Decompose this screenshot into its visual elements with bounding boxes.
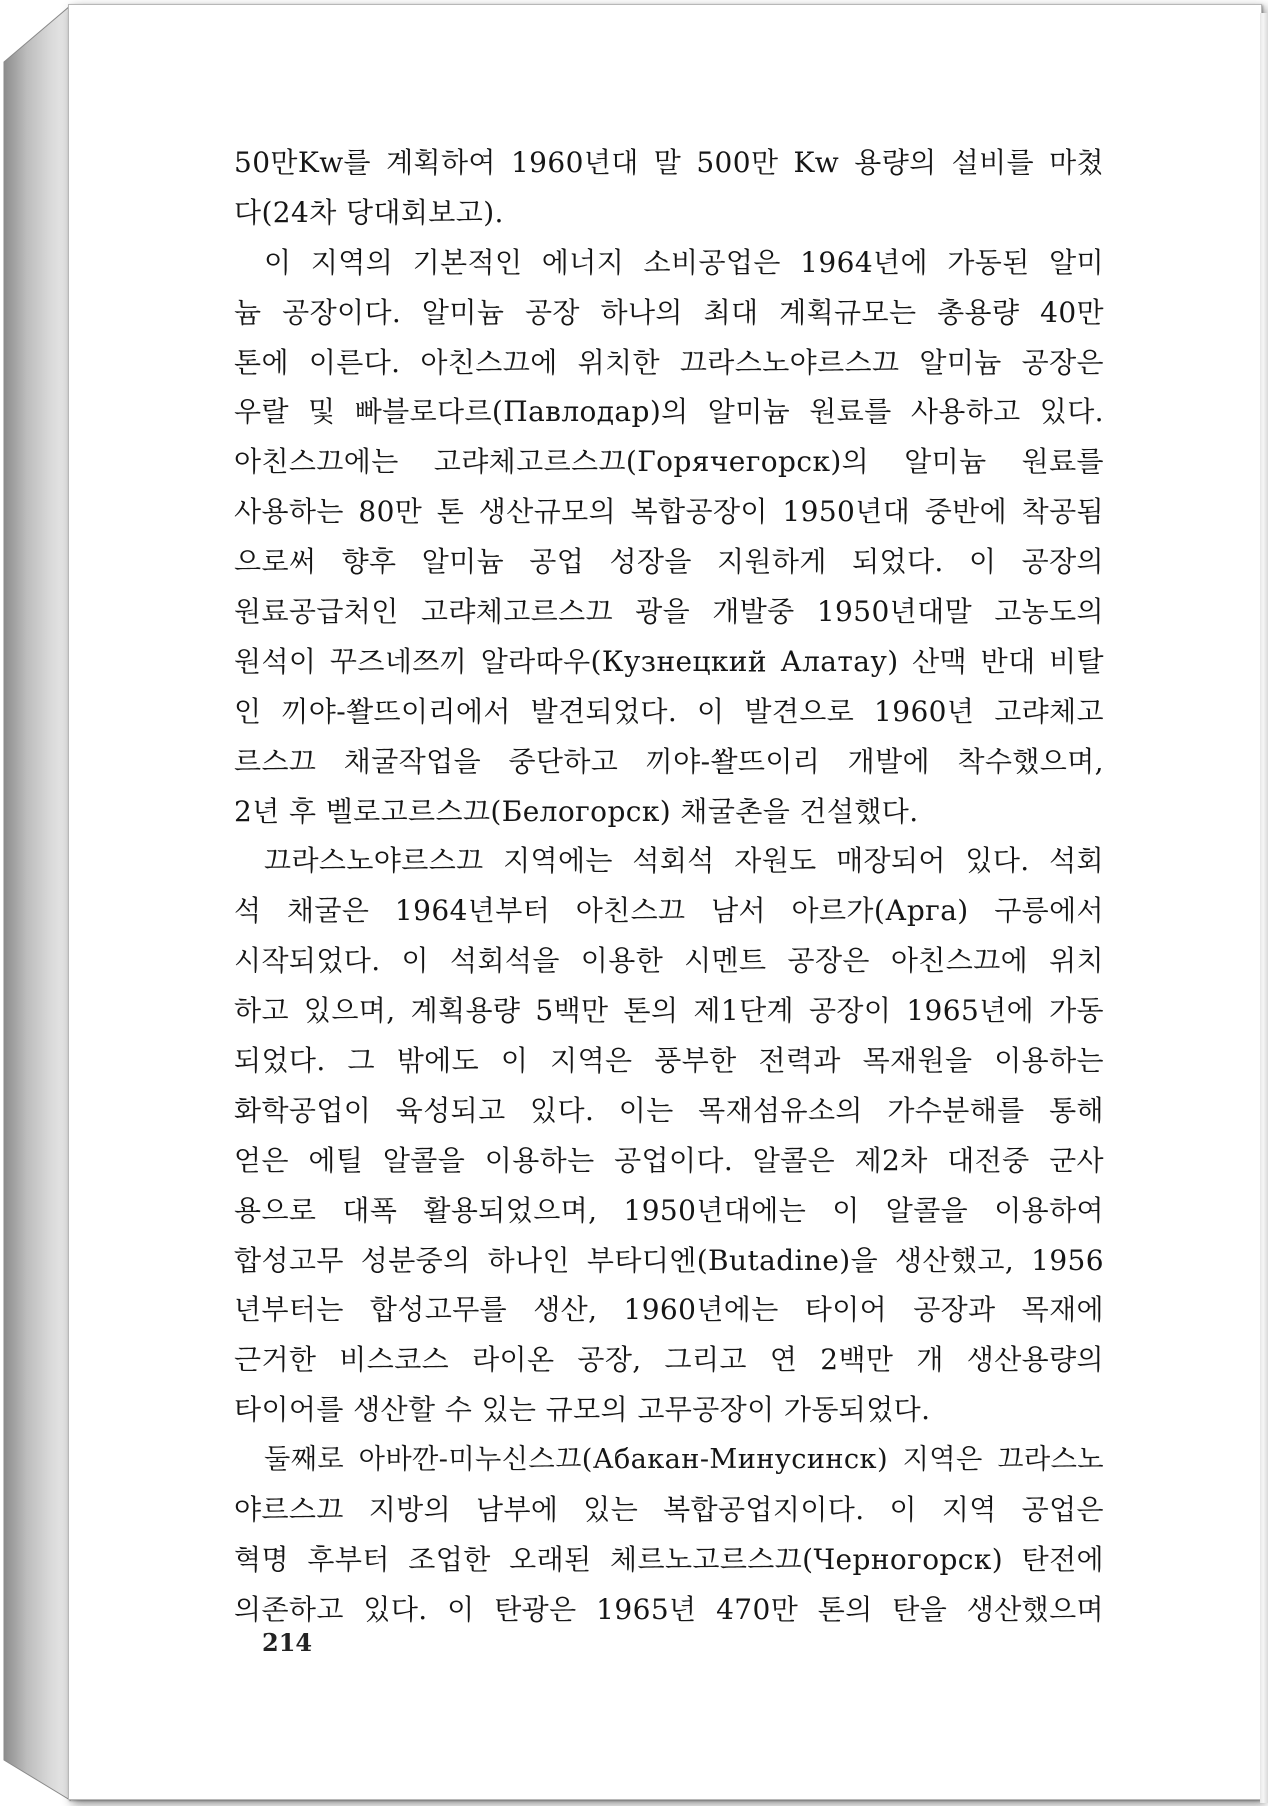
text-line: 의존하고 있다. 이 탄광은 1965년 470만 톤의 탄을 생산했으며	[234, 1592, 1104, 1626]
text-line: 화학공업이 육성되고 있다. 이는 목재섬유소의 가수분해를 통해	[234, 1093, 1104, 1127]
text-line: 년부터는 합성고무를 생산, 1960년에는 타이어 공장과 목재에	[234, 1293, 1104, 1327]
text-line: 으로써 향후 알미늄 공업 성장을 지원하게 되었다. 이 공장의	[234, 545, 1104, 579]
text-line: 늄 공장이다. 알미늄 공장 하나의 최대 계획규모는 총용량 40만	[234, 295, 1104, 329]
text-line: 야르스끄 지방의 남부에 있는 복합공업지이다. 이 지역 공업은	[234, 1493, 1104, 1527]
text-line: 타이어를 생산할 수 있는 규모의 고무공장이 가동되었다.	[234, 1393, 931, 1427]
text-line: 끄라스노야르스끄 지역에는 석회석 자원도 매장되어 있다. 석회	[264, 844, 1104, 878]
text-line: 용으로 대폭 활용되었으며, 1950년대에는 이 알콜을 이용하여	[234, 1193, 1104, 1227]
text-line: 석 채굴은 1964년부터 아친스끄 남서 아르가(Арга) 구릉에서	[234, 894, 1104, 928]
text-line: 인 끼야-쏼뜨이리에서 발견되었다. 이 발견으로 1960년 고랴체고	[234, 694, 1104, 728]
text-line: 우랄 및 빠블로다르(Павлодар)의 알미늄 원료를 사용하고 있다.	[234, 395, 1104, 429]
text-line: 혁명 후부터 조업한 오래된 체르노고르스끄(Черногорск) 탄전에	[234, 1542, 1104, 1576]
text-line: 50만Kw를 계획하여 1960년대 말 500만 Kw 용량의 설비를 마쳤	[234, 146, 1104, 179]
text-line: 합성고무 성분중의 하나인 부타디엔(Butadine)을 생산했고, 1956	[234, 1243, 1104, 1277]
text-line: 원석이 꾸즈네쯔끼 알라따우(Кузнецкий Алатау) 산맥 반대 비탈	[234, 644, 1104, 678]
text-line: 원료공급처인 고랴체고르스끄 광을 개발중 1950년대말 고농도의	[234, 595, 1104, 629]
text-line: 하고 있으며, 계획용량 5백만 톤의 제1단계 공장이 1965년에 가동	[234, 994, 1104, 1028]
text-line: 사용하는 80만 톤 생산규모의 복합공장이 1950년대 중반에 착공됨	[234, 495, 1104, 529]
text-line: 둘째로 아바깐-미누신스끄(Абакан-Минусинск) 지역은 끄라스노	[264, 1444, 1104, 1476]
text-line: 르스끄 채굴작업을 중단하고 끼야-쏼뜨이리 개발에 착수했으며,	[234, 744, 1104, 778]
text-line: 2년 후 벨로고르스끄(Белогорск) 채굴촌을 건설했다.	[234, 794, 919, 828]
book-spine	[0, 0, 72, 1806]
text-line: 톤에 이른다. 아친스끄에 위치한 끄라스노야르스끄 알미늄 공장은	[234, 345, 1104, 379]
text-line: 아친스끄에는 고랴체고르스끄(Горячегорск)의 알미늄 원료를	[234, 445, 1104, 479]
text-line: 되었다. 그 밖에도 이 지역은 풍부한 전력과 목재원을 이용하는	[234, 1044, 1104, 1078]
text-line: 시작되었다. 이 석회석을 이용한 시멘트 공장은 아친스끄에 위치	[234, 944, 1104, 978]
text-line: 얻은 에틸 알콜을 이용하는 공업이다. 알콜은 제2차 대전중 군사	[234, 1143, 1104, 1177]
text-line: 근거한 비스코스 라이온 공장, 그리고 연 2백만 개 생산용량의	[234, 1343, 1104, 1377]
page-edge	[1260, 13, 1268, 1803]
page-number: 214	[262, 1628, 313, 1657]
text-line: 이 지역의 기본적인 에너지 소비공업은 1964년에 가동된 알미	[264, 245, 1104, 279]
text-line: 다(24차 당대회보고).	[234, 195, 504, 229]
body-text	[234, 138, 1104, 1635]
